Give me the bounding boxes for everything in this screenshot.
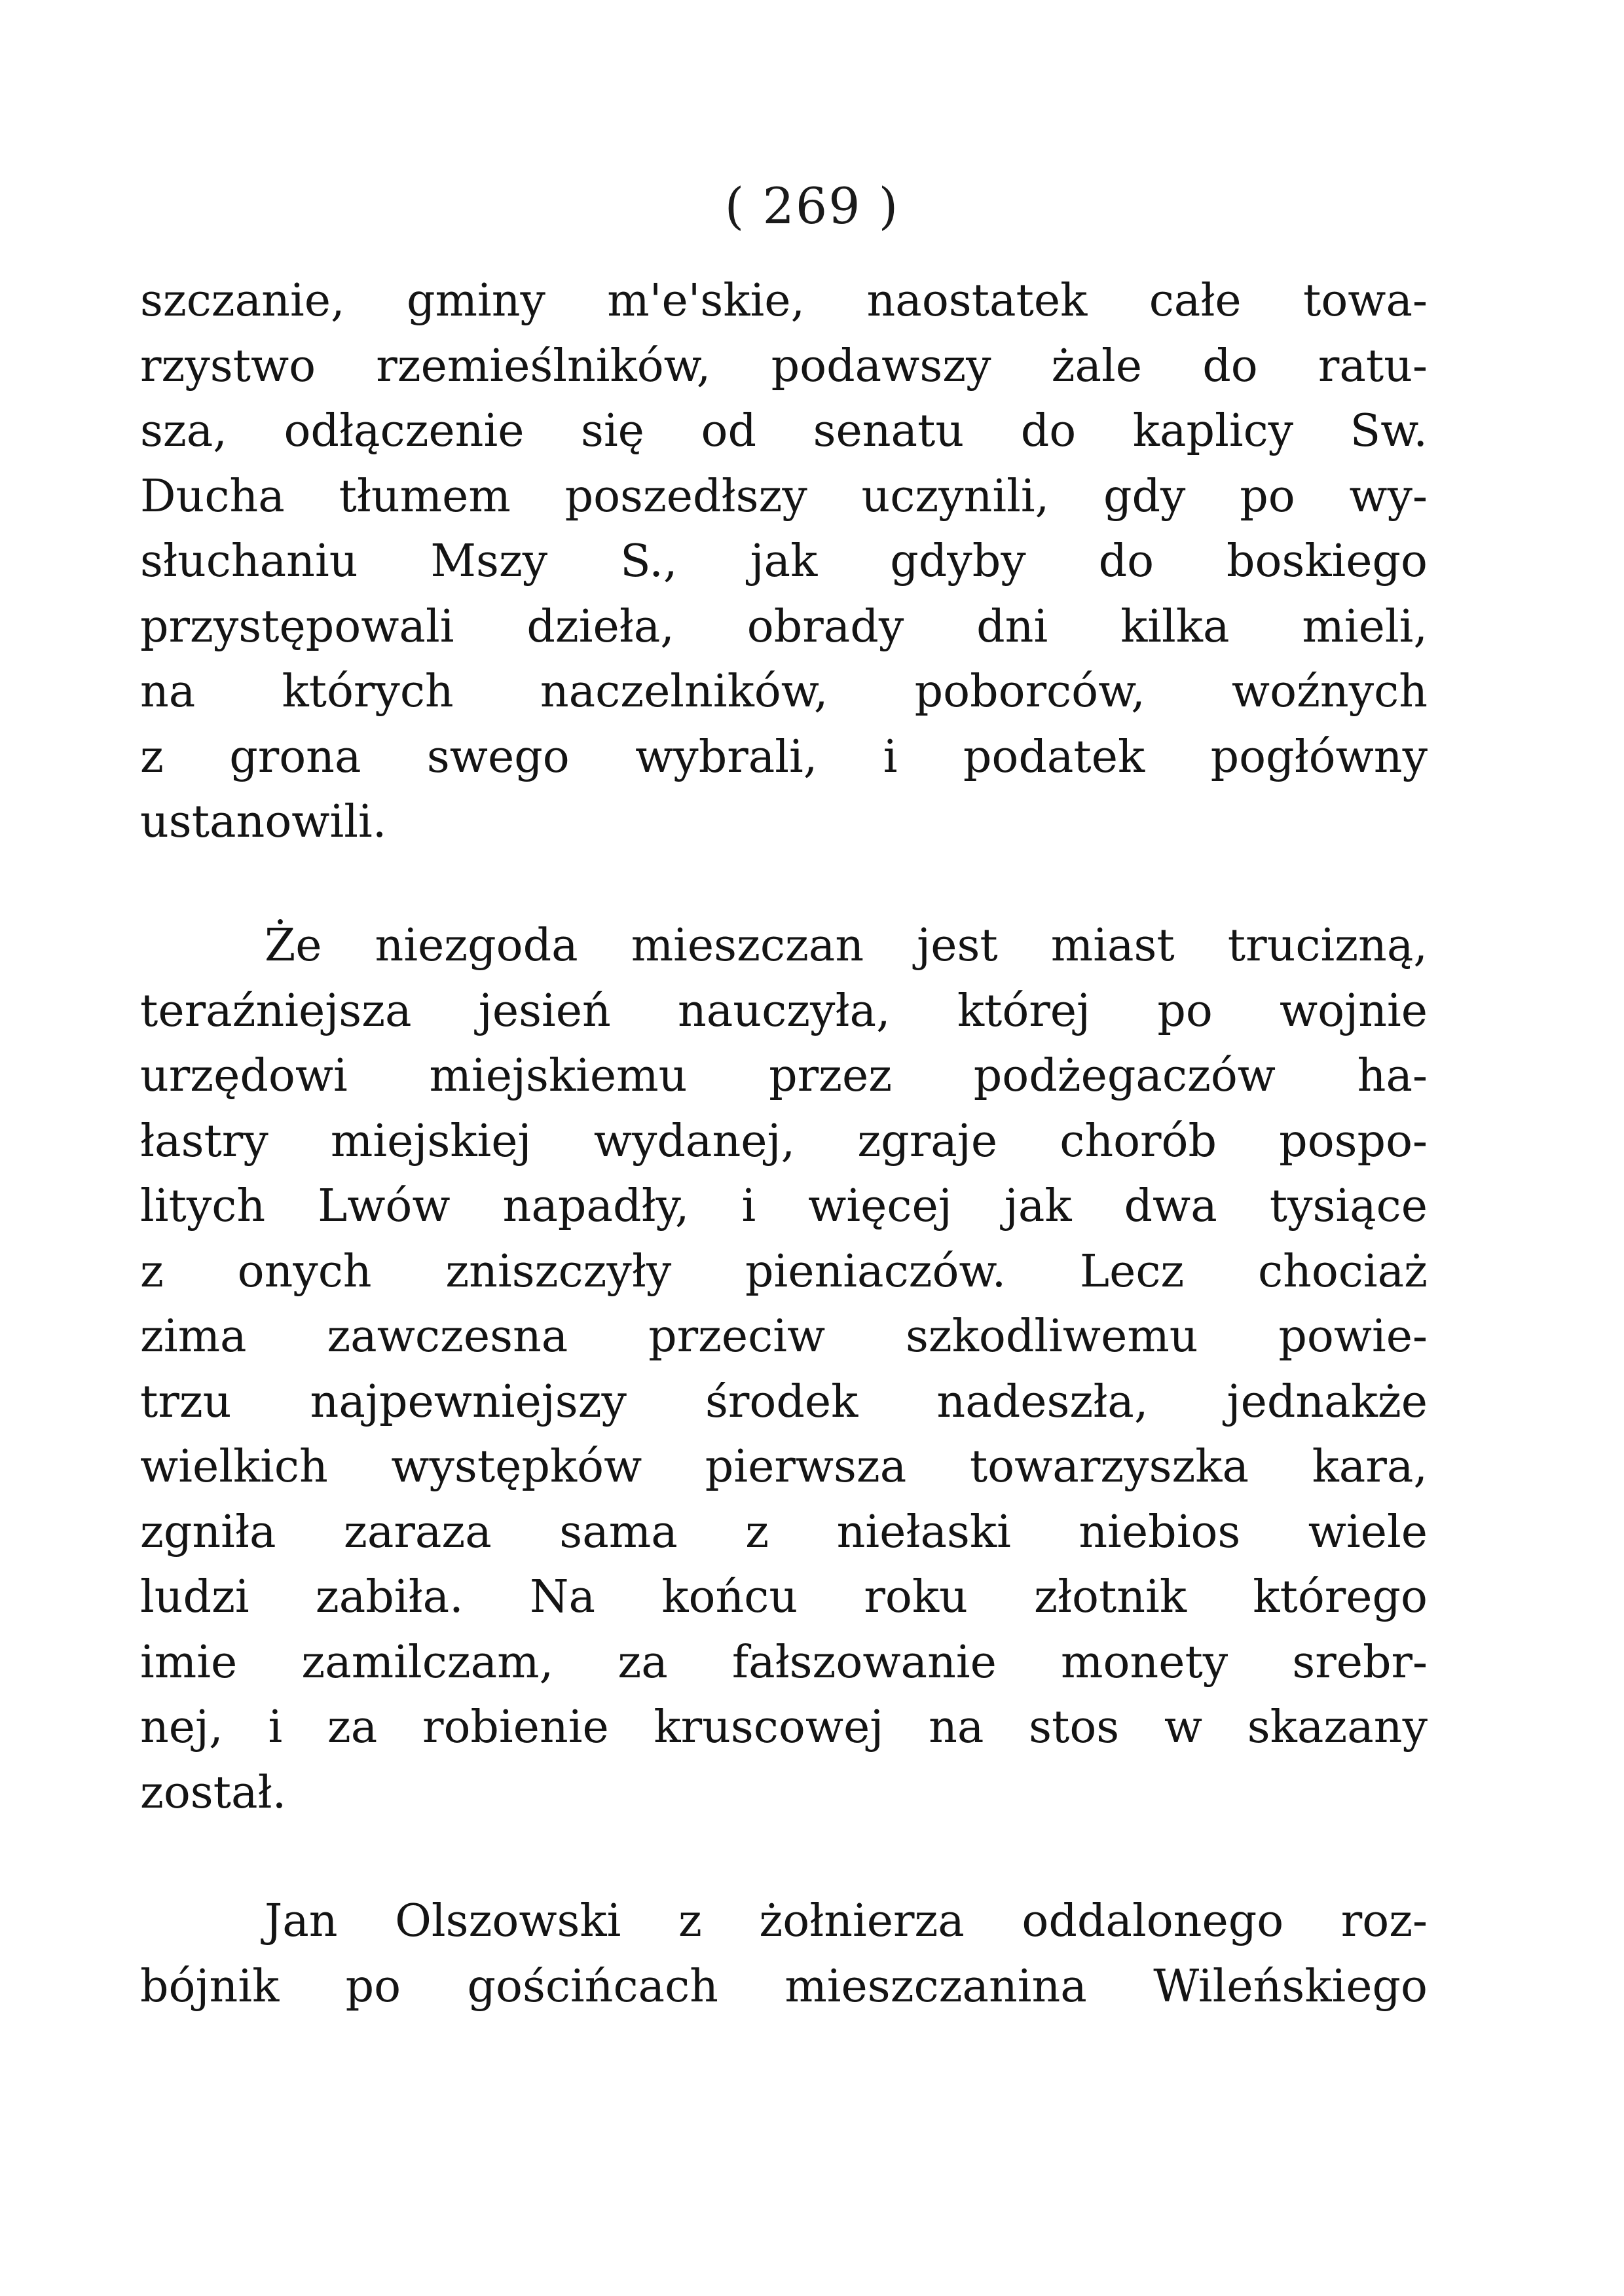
paragraph-1 xyxy=(140,268,1428,855)
text-line: z onych zniszczyły pieniaczów. Lecz chociaż xyxy=(140,1245,1428,1298)
text-line: teraźniejsza jesień nauczyła, której po wojnie xyxy=(140,985,1428,1037)
text-line: na których naczelników, poborców, woźnych xyxy=(140,666,1428,718)
text-line: słuchaniu Mszy S., jak gdyby do boskiego xyxy=(140,536,1428,587)
paragraph-2 xyxy=(140,913,1428,1825)
text-line: ludzi zabiła. Na końcu roku złotnik którego xyxy=(140,1571,1428,1623)
text-line: ustanowili. xyxy=(140,796,387,848)
text-line: urzędowi miejskiemu przez podżegaczów ha- xyxy=(140,1050,1428,1102)
text-line: Że niezgoda mieszczan jest miast trucizną, xyxy=(265,920,1428,972)
text-line: zgniła zaraza sama z niełaski niebios wiele xyxy=(140,1506,1428,1558)
text-line: litych Lwów napadły, i więcej jak dwa tysiące xyxy=(140,1180,1428,1232)
text-line: został. xyxy=(140,1766,287,1819)
text-line: wielkich występków pierwsza towarzyszka kara, xyxy=(140,1441,1428,1493)
text-line: bójnik po gościńcach mieszczanina Wileńskiego xyxy=(140,1960,1428,2013)
text-line: Jan Olszowski z żołnierza oddalonego roz- xyxy=(265,1895,1428,1947)
text-line: Ducha tłumem poszedłszy uczynili, gdy po wy- xyxy=(140,470,1428,522)
text-line: trzu najpewniejszy środek nadeszła, jednakże xyxy=(140,1376,1428,1428)
text-line: łastry miejskiej wydanej, zgraje chorób pospo- xyxy=(140,1115,1428,1167)
text-line: z grona swego wybrali, i podatek pogłówny xyxy=(140,731,1428,783)
text-line: szczanie, gminy m'e'skie, naostatek całe towa- xyxy=(140,275,1428,327)
text-line: sza, odłączenie się od senatu do kaplicy Sw. xyxy=(140,405,1428,457)
page-number: ( 269 ) xyxy=(724,177,900,235)
text-line: rzystwo rzemieślników, podawszy żale do ratu- xyxy=(140,340,1428,392)
text-line: imie zamilczam, za fałszowanie monety srebr- xyxy=(140,1636,1428,1688)
text-line: przystępowali dzieła, obrady dni kilka mieli, xyxy=(140,600,1428,653)
text-line: zima zawczesna przeciw szkodliwemu powie- xyxy=(140,1311,1428,1362)
text-line: nej, i za robienie kruscowej na stos w skazany xyxy=(140,1702,1428,1753)
paragraph-3 xyxy=(140,1889,1428,2019)
